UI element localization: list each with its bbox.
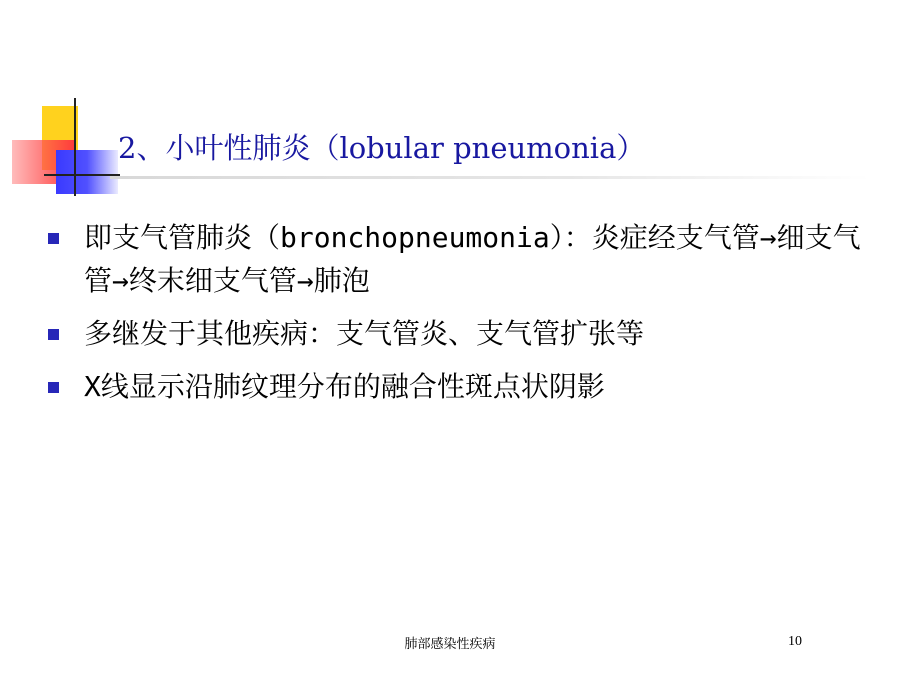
bullet-text: 即支气管肺炎（bronchopneumonia）：炎症经支气管→细支气管→终末细支气管→肺泡 bbox=[84, 221, 861, 297]
page-number: 10 bbox=[788, 634, 802, 649]
square-bullet-icon bbox=[48, 329, 59, 340]
deco-horizontal-line bbox=[44, 174, 120, 176]
bullet-item bbox=[48, 365, 868, 408]
bullet-text: X线显示沿肺纹理分布的融合性斑点状阴影 bbox=[84, 370, 605, 403]
square-bullet-icon bbox=[48, 233, 59, 244]
bullet-list bbox=[48, 216, 868, 418]
square-bullet-icon bbox=[48, 382, 59, 393]
bullet-text: 多继发于其他疾病：支气管炎、支气管扩张等 bbox=[84, 317, 645, 350]
slide-title: 2、小叶性肺炎（lobular pneumonia） bbox=[118, 131, 646, 165]
bullet-item bbox=[48, 216, 868, 302]
bullet-item bbox=[48, 312, 868, 355]
slide-footer: 肺部感染性疾病 bbox=[404, 637, 496, 652]
deco-blue-square bbox=[56, 150, 118, 194]
title-divider bbox=[110, 176, 870, 179]
deco-vertical-line bbox=[74, 98, 76, 196]
